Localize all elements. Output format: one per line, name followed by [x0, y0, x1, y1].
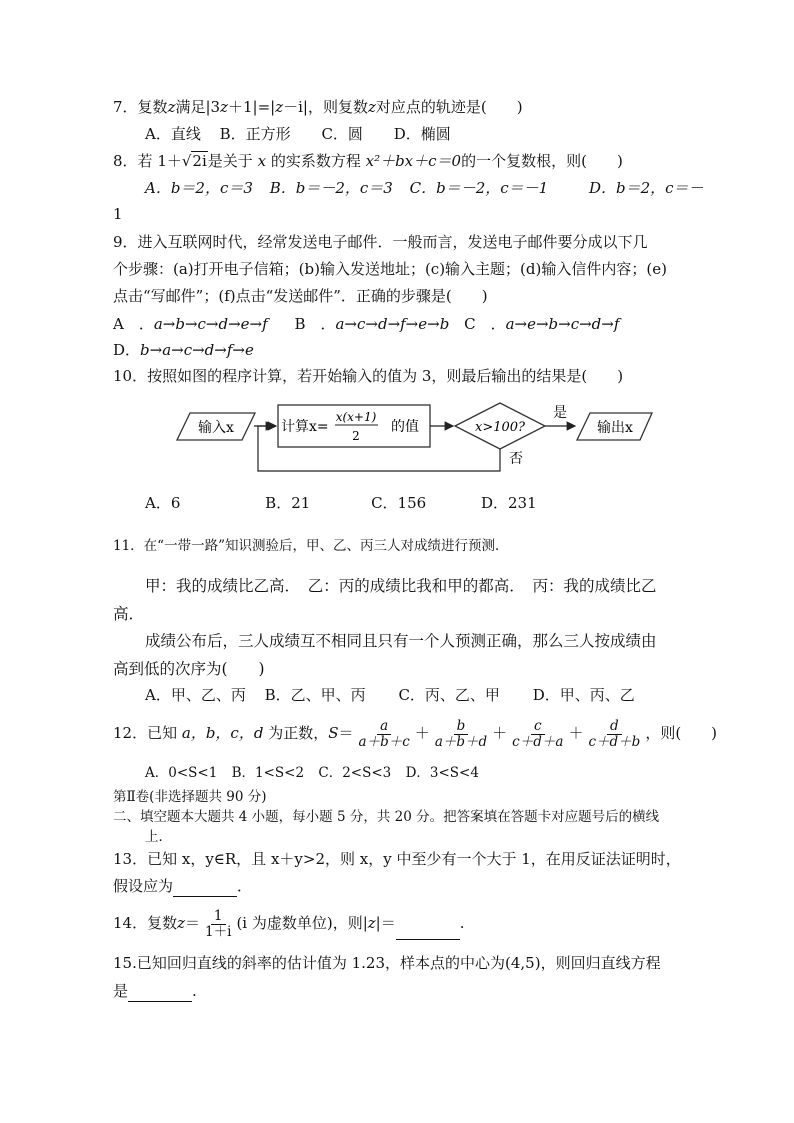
q13-line2: 假设应为 ．: [113, 877, 253, 895]
q15-answer-blank[interactable]: [128, 985, 192, 1002]
q10-option-b: B．21: [265, 494, 311, 512]
q7-option-d: D．椭圆: [393, 125, 451, 143]
flow-calc-num: x(x+1): [335, 410, 377, 424]
section2-title: 第Ⅱ卷(非选择题共 90 分): [113, 789, 267, 805]
q12-fraction-1: $\frac{a}{a+b+c}$: [358, 717, 410, 750]
flow-yes-label: 是: [553, 405, 567, 421]
q7-stem: 7．复数z满足|3z＋1|=|z－i|，则复数z对应点的轨迹是( ): [113, 98, 523, 116]
q9-line1: 9．进入互联网时代，经常发送电子邮件．一般而言，发送电子邮件要分成以下几: [113, 233, 648, 251]
flow-calc-prefix: 计算x=: [281, 419, 329, 435]
q8-option-b: B．b＝－2，c＝3: [269, 179, 393, 197]
q11-options: [145, 684, 635, 706]
q10-flowchart: [170, 395, 660, 495]
q7-option-c: C．圆: [321, 125, 363, 143]
q13-answer-blank[interactable]: [173, 880, 237, 897]
q9-options-abc: A ．a→b→c→d→e→f B ．a→c→d→f→e→b C ．a→e→b→c→d→f: [113, 315, 620, 333]
q11-para2-wrap: 高到低的次序为( ): [113, 660, 265, 678]
flow-condition-label: x>100?: [474, 420, 526, 435]
q11-option-a: A．甲、乙、丙: [145, 686, 246, 704]
q12-option-d: D．3<S<4: [405, 765, 479, 781]
q7-option-b: B．正方形: [219, 125, 291, 143]
flow-calc-suffix: 的值: [391, 419, 419, 435]
q12-fraction-3: $\frac{c}{c+d+a}$: [512, 717, 564, 750]
q11-option-d: D．甲、丙、乙: [532, 686, 635, 704]
q10-options: [145, 492, 537, 514]
q10-option-c: C．156: [371, 494, 427, 512]
q11-para1: 甲：我的成绩比乙高． 乙：丙的成绩比我和甲的都高． 丙：我的成绩比乙: [145, 577, 657, 595]
q7-option-a: A．直线: [145, 125, 201, 143]
q8-option-a: A．b＝2，c＝3: [145, 179, 253, 197]
q11-option-c: C．丙、乙、甲: [398, 686, 500, 704]
q11-para2: 成绩公布后，三人成绩互不相同且只有一个人预测正确，那么三人按成绩由: [145, 632, 657, 650]
q9-line3: 点击“写邮件”；(f)点击“发送邮件”．正确的步骤是( ): [113, 287, 488, 305]
section2-heading-wrap: 上．: [145, 829, 172, 845]
q10-stem: 10．按照如图的程序计算，若开始输入的值为 3，则最后输出的结果是( ): [113, 367, 624, 385]
q13-line1: 13．已知 x，y∈R，且 x＋y>2，则 x，y 中至少有一个大于 1，在用反证法证明时，: [113, 850, 681, 868]
flow-calc-den: 2: [352, 429, 360, 443]
q15-line1: 15.已知回归直线的斜率的估计值为 1.23，样本点的中心为(4,5)，则回归直线方程: [113, 954, 661, 972]
q12-fraction-4: $\frac{d}{c+d+b}$: [588, 717, 641, 750]
q10-option-a: A．6: [145, 494, 181, 512]
q11-para1-wrap: 高．: [113, 605, 145, 623]
q8-stem: 8．若 1＋√2i是关于 x 的实系数方程 x²＋bx＋c＝0的一个复数根，则( ): [113, 152, 623, 170]
q12-options: [145, 762, 479, 784]
q14-answer-blank[interactable]: [396, 917, 460, 940]
q9-option-b: a→c→d→f→e→b: [335, 315, 450, 333]
q12-option-c: C．2<S<3: [318, 765, 392, 781]
q12-fraction-2: $\frac{b}{a+b+d}$: [434, 717, 488, 750]
flow-output-label: 输出x: [597, 420, 633, 436]
q8-option-d: D．b＝2，c＝－: [588, 179, 704, 197]
q11-option-b: B．乙、甲、丙: [264, 686, 366, 704]
q14-stem: 14．复数z＝ $\frac{1}{1+i}$ (i 为虚数单位)，则|z|＝ .: [113, 907, 465, 940]
section2-heading: 二、填空题本大题共 4 小题，每小题 5 分，共 20 分。把答案填在答题卡对应题号后的横线: [113, 809, 660, 825]
q12-option-a: A．0<S<1: [145, 765, 218, 781]
flow-input-label: 输入x: [198, 420, 234, 436]
q11-stem: 11．在“一带一路”知识测验后，甲、乙、丙三人对成绩进行预测．: [113, 538, 509, 554]
q9-line2: 个步骤：(a)打开电子信箱；(b)输入发送地址；(c)输入主题；(d)输入信件内容；(e): [113, 260, 667, 278]
q9-option-d: b→a→c→d→f→e: [140, 341, 254, 359]
q9-option-c: a→e→b→c→d→f: [505, 315, 620, 333]
q8-options: [145, 177, 705, 199]
q8-option-c: C．b＝－2，c＝－1: [409, 179, 549, 197]
q10-option-d: D．231: [480, 494, 537, 512]
q8-wrap: 1: [113, 205, 123, 223]
flow-no-label: 否: [509, 451, 523, 467]
q9-option-d-line: D．b→a→c→d→f→e: [113, 341, 254, 359]
q12-stem: 12．已知 a，b，c，d 为正数，S＝ $\frac{a}{a+b+c}$ ＋ $\frac{b}{a+b+d}$ ＋ $\frac{c}{c+d+a}$ ＋ $\frac{d}{c+d+b}$ ，则( ): [113, 717, 718, 750]
q15-line2: 是 .: [113, 982, 197, 1000]
q7-options: [145, 123, 451, 145]
q14-fraction: $\frac{1}{1+i}$: [205, 907, 232, 940]
q9-option-a: a→b→c→d→e→f: [153, 315, 268, 333]
q12-option-b: B．1<S<2: [231, 765, 305, 781]
